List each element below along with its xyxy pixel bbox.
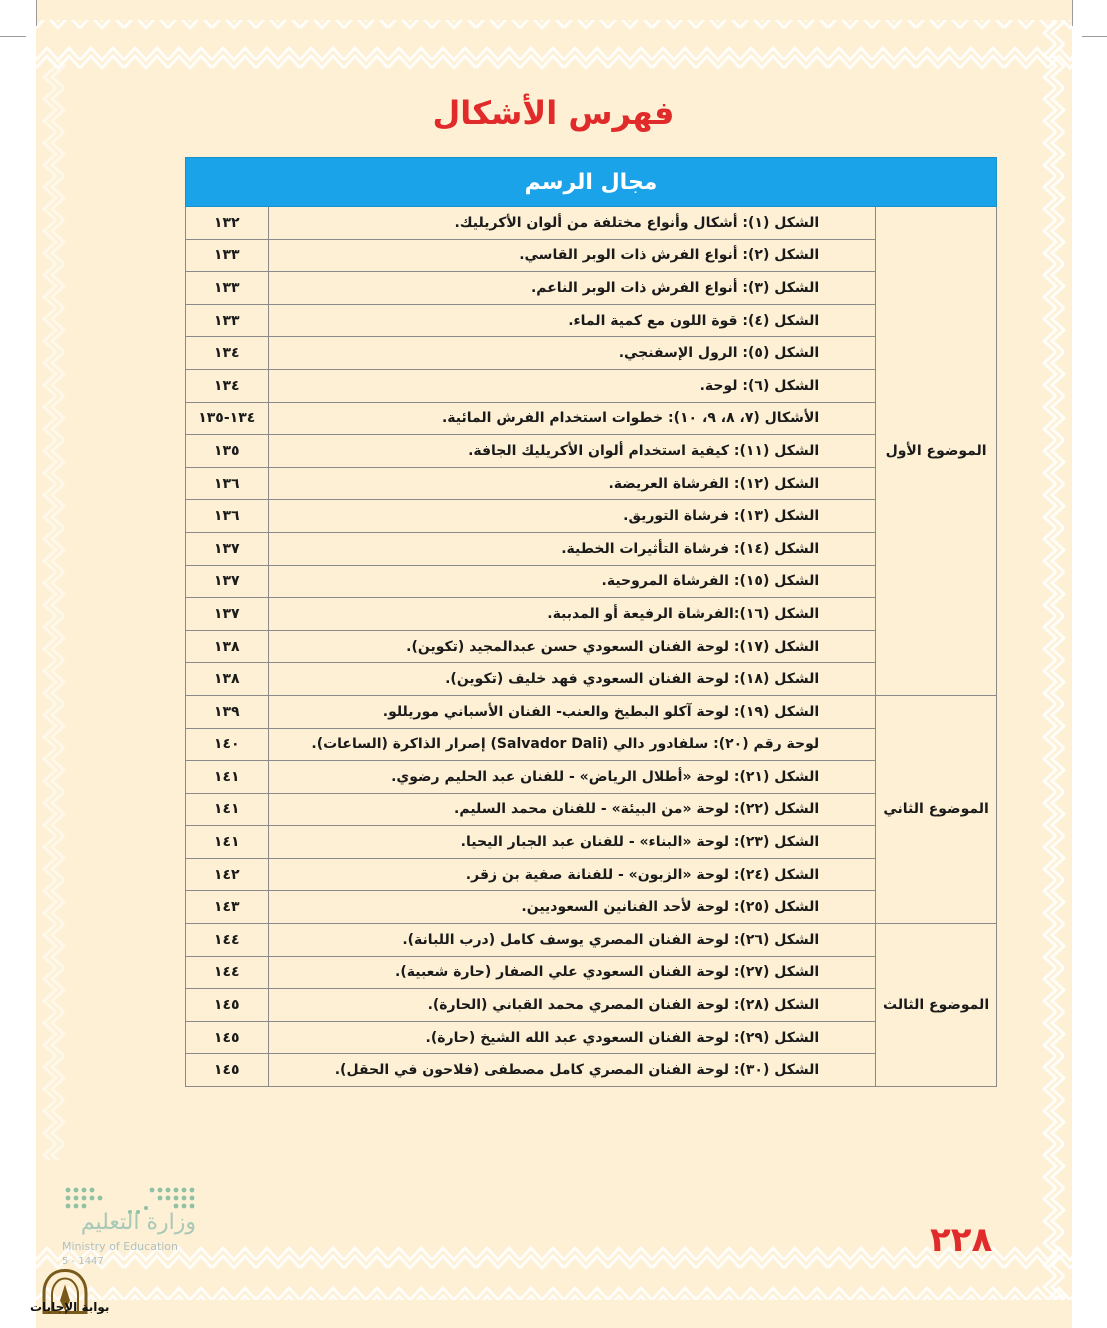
ministry-name-arabic: وزارة التعليم — [80, 1210, 196, 1235]
figure-page-number: ١٣٤-١٣٥ — [186, 402, 269, 435]
figure-description: الشكل (٢٨): لوحة الفنان المصري محمد القباني (الحارة). — [268, 989, 876, 1022]
table-row — [186, 728, 997, 761]
table-row — [186, 435, 997, 468]
figure-description: الشكل (٢٦): لوحة الفنان المصري يوسف كامل (درب اللبانة). — [268, 924, 876, 957]
table-row — [186, 858, 997, 891]
figure-description: الشكل (٢١): لوحة «أطلال الرياض» - للفنان عبد الحليم رضوي. — [268, 761, 876, 794]
table-row — [186, 989, 997, 1022]
table-row — [186, 663, 997, 696]
table-row — [186, 369, 997, 402]
figure-page-number: ١٣٨ — [186, 630, 269, 663]
figure-description: الشكل (١٧): لوحة الفنان السعودي حسن عبدالمجيد (تكوين). — [268, 630, 876, 663]
figure-page-number: ١٣٣ — [186, 239, 269, 272]
table-row — [186, 793, 997, 826]
page-title: فهرس الأشكال — [432, 94, 675, 132]
figure-page-number: ١٣٥ — [186, 435, 269, 468]
figure-page-number: ١٤٣ — [186, 891, 269, 924]
figure-description: الشكل (٢٩): لوحة الفنان السعودي عبد الله الشيخ (حارة). — [268, 1021, 876, 1054]
figure-page-number: ١٤٤ — [186, 956, 269, 989]
figure-page-number: ١٤٠ — [186, 728, 269, 761]
figure-description: الشكل (٢٢): لوحة «من البيئة» - للفنان محمد السليم. — [268, 793, 876, 826]
figures-index-table — [185, 157, 997, 1087]
figure-description: الشكل (٥): الرول الإسفنجي. — [268, 337, 876, 370]
figure-page-number: ١٣٨ — [186, 663, 269, 696]
figure-page-number: ١٣٧ — [186, 532, 269, 565]
table-row — [186, 891, 997, 924]
ministry-year: 5 - 1447 — [62, 1256, 104, 1267]
figure-description: الشكل (٢٧): لوحة الفنان السعودي علي الصفار (حارة شعبية). — [268, 956, 876, 989]
figure-description: الشكل (١١): كيفية استخدام ألوان الأكريليك الجافة. — [268, 435, 876, 468]
figure-description: الشكل (٣٠): لوحة الفنان المصري كامل مصطفى (فلاحون في الحقل). — [268, 1054, 876, 1087]
topic-cell: الموضوع الثاني — [876, 695, 997, 923]
table-row — [186, 695, 997, 728]
table-row — [186, 826, 997, 859]
topic-cell: الموضوع الثالث — [876, 924, 997, 1087]
table-row — [186, 207, 997, 240]
figure-page-number: ١٤١ — [186, 761, 269, 794]
table-row — [186, 956, 997, 989]
table-row — [186, 532, 997, 565]
figure-page-number: ١٤٥ — [186, 989, 269, 1022]
page-number: ٢٢٨ — [930, 1220, 993, 1260]
figure-description: الشكل (١٥): الفرشاة المروحية. — [268, 565, 876, 598]
figure-description: الشكل (٢٥): لوحة لأحد الفنانين السعوديين. — [268, 891, 876, 924]
table-row — [186, 598, 997, 631]
table-row — [186, 630, 997, 663]
figure-page-number: ١٣٤ — [186, 337, 269, 370]
figure-description: الشكل (١٤): فرشاة التأثيرات الخطية. — [268, 532, 876, 565]
table-row — [186, 239, 997, 272]
table-row — [186, 500, 997, 533]
ministry-name-english: Ministry of Education — [62, 1240, 179, 1253]
figure-description: الشكل (٢٤): لوحة «الزبون» - للفنانة صفية بن زقر. — [268, 858, 876, 891]
figure-description: الشكل (١٣): فرشاة التوريق. — [268, 500, 876, 533]
figure-page-number: ١٤١ — [186, 826, 269, 859]
section-header: مجال الرسم — [186, 158, 997, 207]
figure-description: الشكل (٦): لوحة. — [268, 369, 876, 402]
figure-page-number: ١٣٣ — [186, 272, 269, 305]
watermark-logo-icon — [30, 1255, 100, 1328]
figure-description: الشكل (٣): أنواع الفرش ذات الوبر الناعم. — [268, 272, 876, 305]
figure-page-number: ١٣٤ — [186, 369, 269, 402]
table-row — [186, 924, 997, 957]
figure-description: الشكل (١٦):الفرشاة الرفيعة أو المدببة. — [268, 598, 876, 631]
table-row — [186, 402, 997, 435]
watermark-text: بوابة الإجابات — [30, 1300, 110, 1314]
table-row — [186, 272, 997, 305]
figure-description: الأشكال (٧، ٨، ٩، ١٠): خطوات استخدام الفرش المائية. — [268, 402, 876, 435]
figure-page-number: ١٣٣ — [186, 304, 269, 337]
figure-page-number: ١٣٢ — [186, 207, 269, 240]
table-row — [186, 1021, 997, 1054]
figure-page-number: ١٤٤ — [186, 924, 269, 957]
figure-page-number: ١٣٦ — [186, 467, 269, 500]
figure-page-number: ١٣٩ — [186, 695, 269, 728]
table-row — [186, 565, 997, 598]
figure-page-number: ١٤٥ — [186, 1021, 269, 1054]
figure-page-number: ١٤٥ — [186, 1054, 269, 1087]
figure-page-number: ١٣٧ — [186, 598, 269, 631]
figure-description: الشكل (٤): قوة اللون مع كمية الماء. — [268, 304, 876, 337]
figure-description: الشكل (٢٣): لوحة «البناء» - للفنان عبد الجبار اليحيا. — [268, 826, 876, 859]
table-row — [186, 761, 997, 794]
figure-page-number: ١٣٦ — [186, 500, 269, 533]
table-row — [186, 337, 997, 370]
figure-description: لوحة رقم (٢٠): سلفادور دالي (Salvador Dali) إصرار الذاكرة (الساعات). — [268, 728, 876, 761]
table-row — [186, 304, 997, 337]
table-row — [186, 467, 997, 500]
table-row — [186, 1054, 997, 1087]
figure-description: الشكل (٢): أنواع الفرش ذات الوبر القاسي. — [268, 239, 876, 272]
figure-page-number: ١٤٢ — [186, 858, 269, 891]
figure-description: الشكل (١٩): لوحة آكلو البطيخ والعنب- الفنان الأسباني موريللو. — [268, 695, 876, 728]
topic-cell: الموضوع الأول — [876, 207, 997, 696]
figure-description: الشكل (١٨): لوحة الفنان السعودي فهد خليف (تكوين). — [268, 663, 876, 696]
figure-description: الشكل (١٢): الفرشاة العريضة. — [268, 467, 876, 500]
figure-description: الشكل (١): أشكال وأنواع مختلفة من ألوان الأكريليك. — [268, 207, 876, 240]
figure-page-number: ١٣٧ — [186, 565, 269, 598]
figure-page-number: ١٤١ — [186, 793, 269, 826]
